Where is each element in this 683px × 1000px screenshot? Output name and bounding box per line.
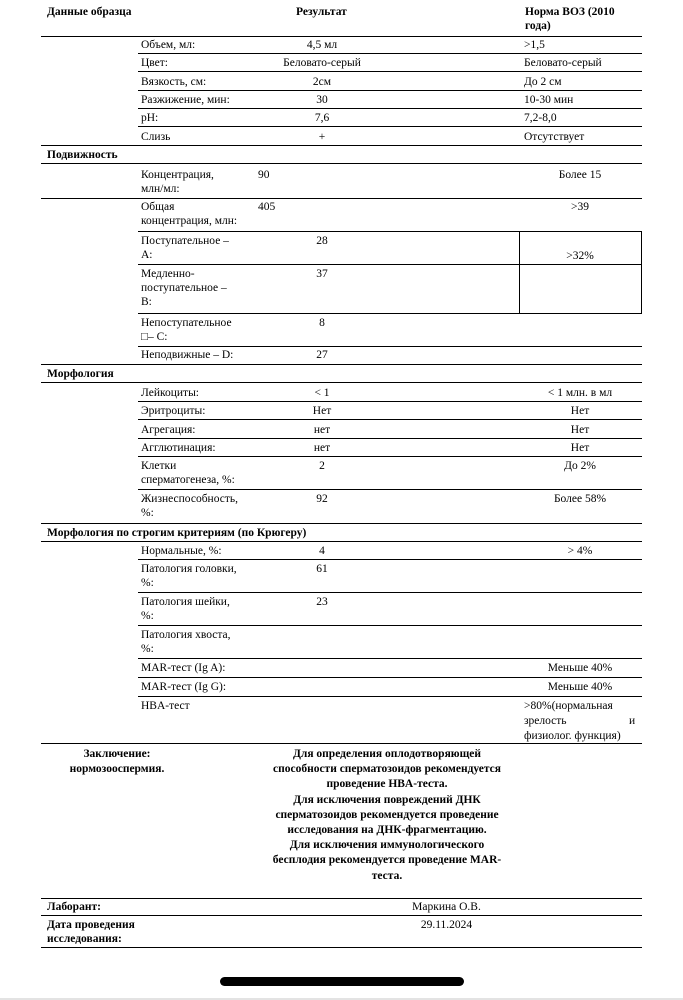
aggregation-norm: Нет: [570, 424, 590, 436]
total-label-2: концентрация, млн:: [141, 215, 238, 227]
neck-label: Патология шейки,: [141, 596, 230, 608]
lab-label: Лаборант:: [47, 901, 101, 913]
section-divider: [41, 541, 642, 542]
section-divider: [41, 198, 642, 199]
total-norm: >39: [571, 201, 589, 213]
leukocytes-result: < 1: [314, 387, 330, 399]
agglutination-label: Агглютинация:: [141, 442, 216, 454]
normal-result: 4: [319, 545, 325, 557]
row-divider: [138, 696, 642, 697]
leukocytes-label: Лейкоциты:: [141, 387, 199, 399]
progressive-label: Поступательное –: [141, 235, 229, 247]
erythrocytes-norm: Нет: [570, 405, 590, 417]
recommendation-line: бесплодия рекомендуется проведение MAR-: [272, 854, 502, 867]
row-mucus-norm: Отсутствует: [524, 131, 585, 143]
row-divider: [138, 438, 642, 439]
date-label: Дата проведения: [47, 919, 135, 931]
recommendation-line: способности сперматозоидов рекомендуется: [272, 763, 502, 776]
section-divider: [41, 364, 642, 365]
viability-norm: Более 58%: [553, 493, 607, 505]
row-divider: [138, 108, 642, 109]
conclusion-recommendations: [240, 747, 534, 884]
conclusion-value: нормозооспермия.: [69, 763, 165, 775]
hba-norm-1: >80%(нормальная: [524, 700, 613, 712]
row-color-label: Цвет:: [141, 57, 168, 69]
hba-norm-2a: зрелость: [524, 715, 567, 727]
motility-title: Подвижность: [47, 149, 118, 161]
section-divider: [41, 382, 642, 383]
row-liquefaction-label: Разжижение, мин:: [141, 94, 230, 106]
agglutination-norm: Нет: [570, 442, 590, 454]
header-rule: [41, 36, 642, 37]
row-liquefaction-norm: 10-30 мин: [524, 94, 574, 106]
row-liquefaction-result: 30: [316, 94, 328, 106]
row-mucus-result: +: [318, 131, 326, 143]
agglutination-result: нет: [313, 442, 331, 454]
tail-label-2: %:: [141, 643, 154, 655]
tail-label: Патология хвоста,: [141, 629, 231, 641]
progressive-label-2: A:: [141, 249, 153, 261]
total-result: 405: [258, 201, 276, 213]
row-volume-result: 4,5 мл: [306, 39, 338, 51]
head-label-2: %:: [141, 577, 154, 589]
normal-label: Нормальные, %:: [141, 545, 222, 557]
row-divider: [138, 419, 642, 420]
slow-label-2: поступательное –: [141, 282, 227, 294]
progressive-result: 28: [316, 235, 328, 247]
viability-result: 92: [316, 493, 328, 505]
row-divider: [138, 71, 642, 72]
row-ph-label: pH:: [141, 112, 159, 124]
leukocytes-norm: < 1 млн. в мл: [547, 387, 613, 399]
row-color-result: Беловато-серый: [283, 57, 361, 69]
morphology-title: Морфология: [47, 368, 114, 380]
spermatogenesis-norm: До 2%: [564, 460, 596, 472]
mar-g-label: MAR-тест (Ig G):: [141, 681, 227, 693]
mar-a-norm: Меньше 40%: [547, 662, 613, 674]
row-divider: [138, 677, 642, 678]
section-divider: [41, 145, 642, 146]
row-viscosity-label: Вязкость, см:: [141, 76, 207, 88]
row-divider: [138, 126, 642, 127]
recommendation-line: теста.: [371, 869, 403, 882]
header-norm: Норма ВОЗ (2010: [525, 6, 615, 18]
row-divider: [138, 401, 642, 402]
row-divider: [138, 264, 642, 265]
spermatogenesis-label-2: сперматогенеза, %:: [141, 474, 235, 486]
viability-label-2: %:: [141, 507, 154, 519]
row-divider: [138, 559, 642, 560]
nonprogressive-label: Непоступательное: [141, 317, 232, 329]
concentration-label: Концентрация,: [141, 169, 214, 181]
footer-rule: [41, 947, 642, 948]
slow-result: 37: [316, 268, 328, 280]
row-viscosity-result: 2см: [312, 76, 332, 88]
row-mucus-label: Слизь: [141, 131, 171, 143]
concentration-norm: Более 15: [558, 169, 602, 181]
conclusion-label: Заключение:: [83, 748, 151, 760]
header-norm-2: года): [525, 20, 551, 32]
row-divider: [138, 625, 642, 626]
header-sample: Данные образца: [47, 6, 132, 18]
section-divider: [41, 523, 642, 524]
concentration-label-2: млн/мл:: [141, 183, 180, 195]
spermatogenesis-result: 2: [319, 460, 325, 472]
row-volume-label: Объем, мл:: [141, 39, 196, 51]
lab-name: Маркина О.В.: [412, 901, 481, 913]
nonprogressive-label-2: □– C:: [141, 331, 168, 343]
neck-label-2: %:: [141, 610, 154, 622]
row-divider: [138, 231, 642, 232]
recommendation-line: Для исключения иммунологического: [289, 839, 485, 852]
immotile-label: Неподвижные – D:: [141, 349, 234, 361]
erythrocytes-result: Нет: [312, 405, 332, 417]
recommendation-line: Для определения оплодотворяющей: [292, 748, 482, 760]
row-divider: [138, 53, 642, 54]
row-divider: [138, 456, 642, 457]
header-result: Результат: [296, 6, 347, 18]
viability-label: Жизнеспособность,: [141, 493, 238, 505]
hba-norm-3: физиолог. функция): [524, 730, 621, 742]
aggregation-label: Агрегация:: [141, 424, 196, 436]
row-divider: [138, 313, 642, 314]
nonprogressive-result: 8: [319, 317, 325, 329]
row-ph-norm: 7,2-8,0: [524, 112, 557, 124]
head-label: Патология головки,: [141, 563, 237, 575]
date-label-2: исследования:: [47, 933, 122, 945]
slow-label: Медленно-: [141, 268, 195, 280]
row-ph-result: 7,6: [314, 112, 330, 124]
kruger-title: Морфология по строгим критериям (по Крюгеру): [47, 527, 307, 539]
footer-rule: [41, 915, 642, 916]
section-divider: [41, 743, 642, 744]
row-color-norm: Беловато-серый: [524, 57, 602, 69]
row-volume-norm: >1,5: [524, 39, 545, 51]
total-label: Общая: [141, 201, 175, 213]
row-divider: [138, 346, 642, 347]
mar-g-norm: Меньше 40%: [547, 681, 613, 693]
slow-label-3: B:: [141, 296, 152, 308]
footer-rule: [41, 898, 642, 899]
progressive-norm: >32%: [566, 250, 594, 262]
hba-norm-2b: и: [629, 715, 636, 727]
neck-result: 23: [316, 596, 328, 608]
row-divider: [138, 90, 642, 91]
row-divider: [138, 489, 642, 490]
head-result: 61: [316, 563, 328, 575]
mar-a-label: MAR-тест (Ig A):: [141, 662, 226, 674]
recommendation-line: сперматозоидов рекомендуется проведение: [275, 808, 499, 821]
recommendation-line: исследования на ДНК-фрагментацию.: [287, 824, 487, 837]
aggregation-result: нет: [313, 424, 331, 436]
norm-box-left: [519, 231, 520, 313]
immotile-result: 27: [316, 349, 328, 361]
row-divider: [138, 658, 642, 659]
date-value: 29.11.2024: [420, 919, 473, 931]
recommendation-line: проведение HBA-теста.: [326, 778, 448, 791]
erythrocytes-label: Эритроциты:: [141, 405, 206, 417]
norm-box-right: [641, 231, 642, 313]
recommendation-line: Для исключения повреждений ДНК: [293, 793, 481, 806]
spermatogenesis-label: Клетки: [141, 460, 177, 472]
row-viscosity-norm: До 2 см: [524, 76, 562, 88]
section-divider: [41, 163, 642, 164]
home-indicator[interactable]: [220, 977, 464, 986]
concentration-result: 90: [258, 169, 270, 181]
hba-label: HBA-тест: [141, 700, 190, 712]
normal-norm: > 4%: [567, 545, 593, 557]
row-divider: [138, 592, 642, 593]
